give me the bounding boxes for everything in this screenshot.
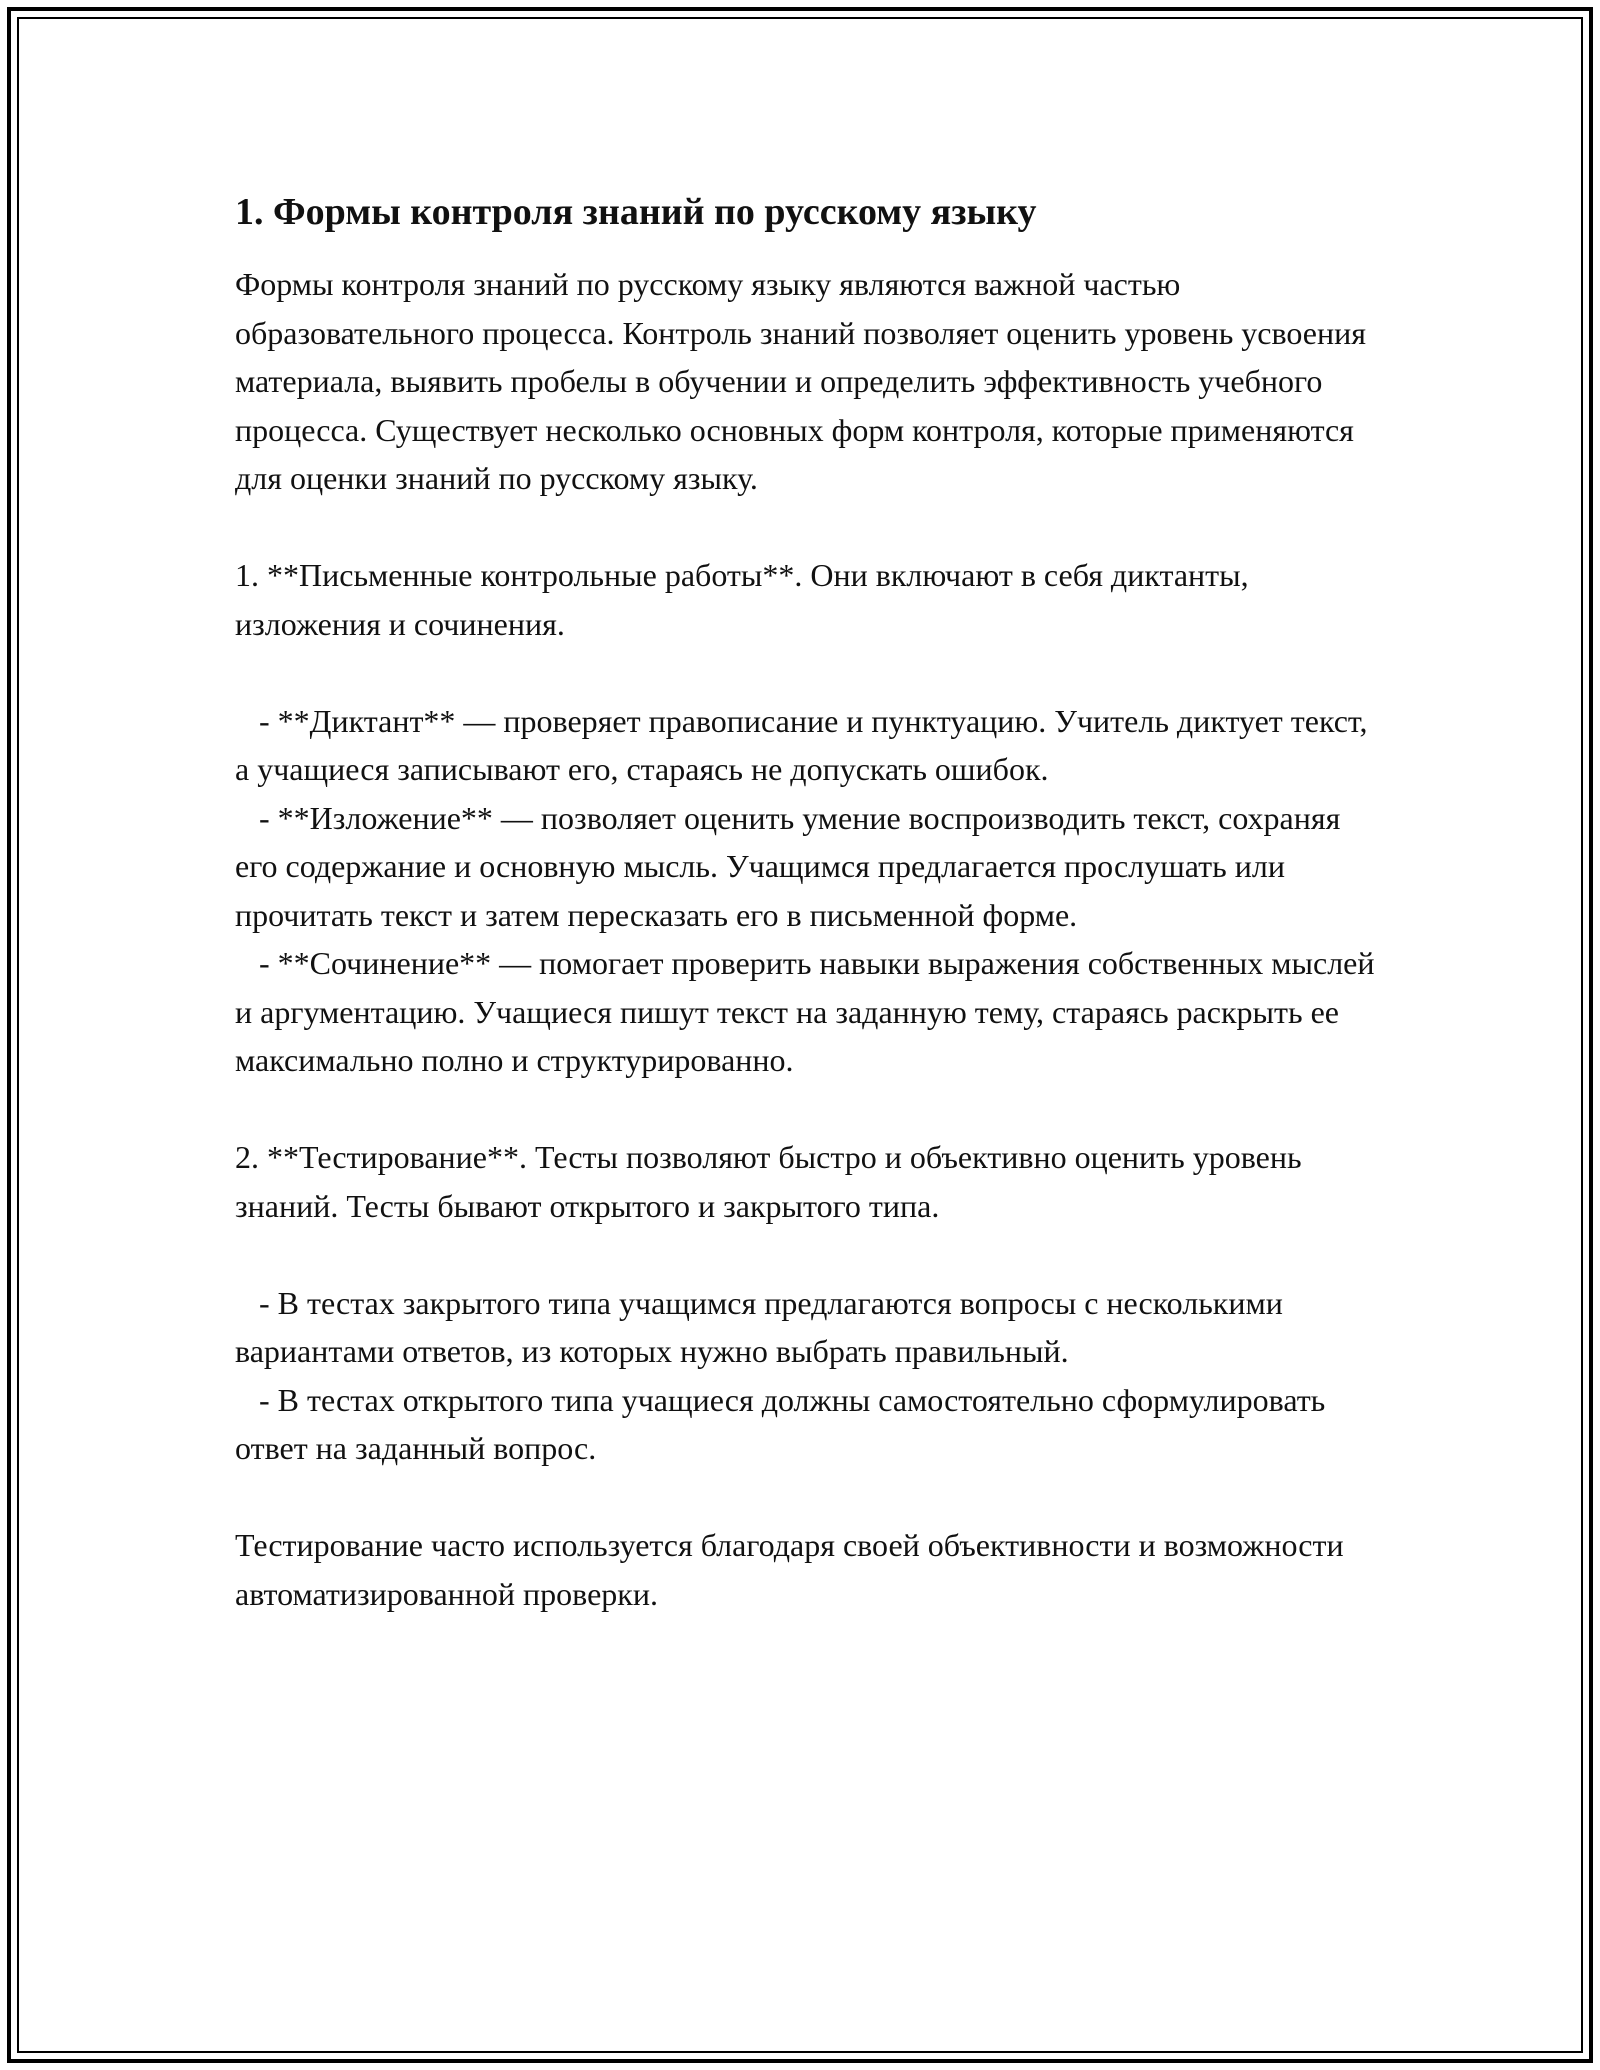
document-body bbox=[235, 188, 1383, 1618]
spacer bbox=[235, 648, 1375, 697]
sub-item-open-tests: - В тестах открытого типа учащиеся должны самостоятельно сформулировать ответ на заданный вопрос. bbox=[235, 1381, 1334, 1466]
sub-item-dictation: - **Диктант** — проверяет правописание и пунктуацию. Учитель диктует текст, а учащиеся записывают его, стараясь не допускать ошибок. bbox=[235, 702, 1376, 787]
intro-paragraph: Формы контроля знаний по русскому языку являются важной частью образовательного процесса. Контроль знаний позволяет оценить уровень усвоения материала, выявить пробелы в обучении и определить эффективность учебного процесса. Существует несколько основных форм контроля, которые применяются для оценки знаний по русскому языку. bbox=[235, 266, 1374, 496]
list-item-written-works: 1. **Письменные контрольные работы**. Они включают в себя диктанты, изложения и сочинения. bbox=[235, 557, 1257, 642]
sub-item-closed-tests: - В тестах закрытого типа учащимся предлагаются вопросы с несколькими вариантами ответов, из которых нужно выбрать правильный. bbox=[235, 1284, 1291, 1369]
conclusion-paragraph: Тестирование часто используется благодаря своей объективности и возможности автоматизированной проверки. bbox=[235, 1527, 1352, 1612]
spacer bbox=[235, 1473, 1375, 1522]
spacer bbox=[235, 1085, 1375, 1134]
spacer bbox=[235, 1230, 1375, 1279]
sub-item-essay: - **Сочинение** — помогает проверить навыки выражения собственных мыслей и аргументацию. Учащиеся пишут текст на заданную тему, стараясь раскрыть ее максимально полно и структурированно. bbox=[235, 945, 1383, 1078]
sub-item-summary: - **Изложение** — позволяет оценить умение воспроизводить текст, сохраняя его содержание и основную мысль. Учащимся предлагается прослушать или прочитать текст и затем пересказать его в письменной форме. bbox=[235, 799, 1349, 933]
spacer bbox=[235, 503, 1375, 552]
list-item-testing: 2. **Тестирование**. Тесты позволяют быстро и объективно оценить уровень знаний. Тесты бывают открытого и закрытого типа. bbox=[235, 1139, 1310, 1224]
section-title: 1. Формы контроля знаний по русскому языку bbox=[235, 191, 1037, 233]
